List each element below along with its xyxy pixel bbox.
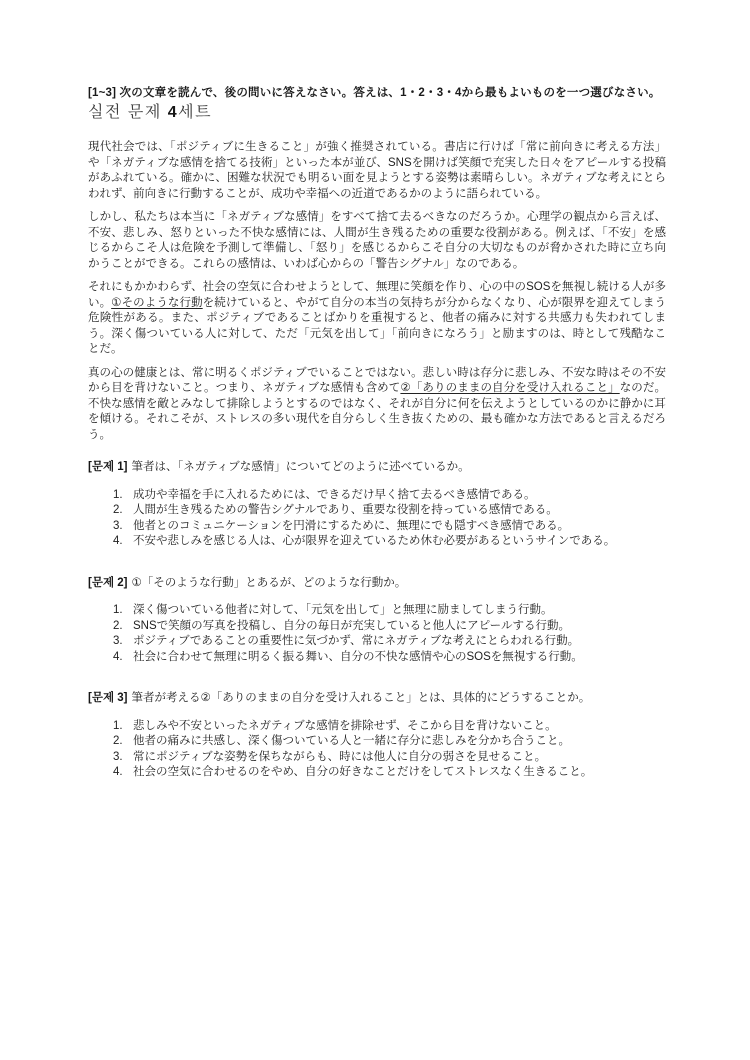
question-2-option-3 bbox=[113, 634, 666, 650]
question-1-option-4 bbox=[113, 534, 666, 550]
set-title bbox=[88, 103, 666, 123]
question-2-text: ①「そのような行動」とあるが、どのような行動か。 bbox=[131, 576, 407, 589]
option-number: 2. bbox=[113, 619, 123, 632]
question-3-text: 筆者が考える②「ありのままの自分を受け入れること」とは、具体的にどうすることか。 bbox=[131, 692, 591, 704]
underlined-phrase-2: ②「ありのままの自分を受け入れること」 bbox=[400, 382, 620, 394]
option-number: 2. bbox=[113, 504, 123, 516]
option-text: 深く傷ついている他者に対して、「元気を出して」と無理に励ましてしまう行動。 bbox=[133, 604, 553, 616]
section-instruction: [1~3] 次の文章を読んで、後の問いに答えなさい。答えは、1・2・3・4から最もよいものを一つ選びなさい。 bbox=[88, 87, 661, 99]
passage-paragraph-3 bbox=[88, 280, 666, 358]
paragraph-text: なのだ。不快な感情を敵とみなして排除しようとするのではなく、それが自分に何を伝えようとしているのかに静かに耳を傾ける。それこそが、ストレスの多い現代を自分らしく生き抜くための、最も確かな方法であると言えるだろう。 bbox=[88, 382, 667, 441]
option-text: 常にポジティブな姿勢を保ちながらも、時には他人に自分の弱さを見せること。 bbox=[133, 750, 547, 763]
underlined-phrase-1: ①そのような行動 bbox=[111, 296, 203, 309]
question-2-option-2 bbox=[113, 619, 666, 635]
question-1 bbox=[88, 460, 666, 550]
question-3-prompt bbox=[88, 691, 666, 707]
option-text: 人間が生き残るための警告シグナルであり、重要な役割を持っている感情である。 bbox=[133, 504, 558, 516]
paragraph-text: 真の心の健康とは、常に明るくポジティブでいることではない。悲しい時は存分に悲しみ、不安な時はその不安から目を背けないこと。つまり、ネガティブな感情も含めて bbox=[88, 366, 666, 394]
option-number: 3. bbox=[113, 519, 123, 532]
question-1-label: [문제 1] bbox=[88, 461, 128, 473]
option-text: 他者の痛みに共感し、深く傷ついている人と一緒に存分に悲しみを分かち合うこと。 bbox=[133, 735, 570, 747]
option-text: SNSで笑顔の写真を投稿し、自分の毎日が充実していると他人にアピールする行動。 bbox=[133, 619, 570, 632]
paragraph-text: しかし、私たちは本当に「ネガティブな感情」をすべて捨て去るべきなのだろうか。心理学の観点から言えば、不安、悲しみ、怒りといった不快な感情には、人間が生き残るための重要な役割がある。例えば、「不安」を感じるからこそ人は危険を予測して準備し、「怒り」を感じるからこそ自分の大切なものが脅かされた時に立ち向かうことができる。これらの感情は、いわば心からの「警告シグナル」なのである。 bbox=[88, 211, 666, 270]
option-number: 3. bbox=[113, 750, 123, 763]
question-2-options bbox=[88, 603, 666, 665]
question-1-option-3 bbox=[113, 519, 666, 535]
option-number: 4. bbox=[113, 535, 123, 547]
paragraph-text: それにもかかわらず、社会の空気に合わせようとして、無理に笑顔を作り、心の中のSOSを無視し続ける人が多い。 bbox=[88, 281, 666, 309]
question-1-prompt bbox=[88, 460, 666, 476]
question-3-options bbox=[88, 719, 666, 781]
question-3-option-4 bbox=[113, 765, 666, 781]
option-number: 3. bbox=[113, 635, 123, 647]
question-2-option-1 bbox=[113, 603, 666, 619]
set-title-number: 4 bbox=[167, 104, 179, 121]
option-text: ポジティブであることの重要性に気づかず、常にネガティブな考えにとらわれる行動。 bbox=[133, 635, 580, 647]
question-1-option-1 bbox=[113, 488, 666, 504]
passage-paragraph-1 bbox=[88, 140, 666, 202]
set-title-suffix: 세트 bbox=[178, 104, 213, 121]
option-number: 1. bbox=[113, 488, 123, 501]
option-text: 社会の空気に合わせるのをやめ、自分の好きなことだけをしてストレスなく生きること。 bbox=[133, 766, 593, 778]
question-1-option-2 bbox=[113, 503, 666, 519]
option-number: 1. bbox=[113, 719, 123, 732]
question-2-prompt bbox=[88, 576, 666, 592]
question-3-option-3 bbox=[113, 750, 666, 766]
option-number: 4. bbox=[113, 766, 123, 778]
set-title-prefix: 실전 문제 bbox=[88, 104, 168, 121]
question-2-label: [문제 2] bbox=[88, 576, 128, 589]
passage-paragraph-4 bbox=[88, 366, 666, 444]
option-text: 社会に合わせて無理に明るく振る舞い、自分の不快な感情や心のSOSを無視する行動。 bbox=[133, 650, 583, 663]
question-3-label: [문제 3] bbox=[88, 692, 128, 704]
question-2-option-4 bbox=[113, 650, 666, 666]
reading-passage bbox=[88, 140, 666, 443]
option-text: 他者とのコミュニケーションを円滑にするために、無理にでも隠すべき感情である。 bbox=[133, 519, 570, 532]
option-text: 悲しみや不安といったネガティブな感情を排除せず、そこから目を背けないこと。 bbox=[133, 719, 557, 732]
question-3-option-1 bbox=[113, 719, 666, 735]
question-3 bbox=[88, 691, 666, 781]
passage-paragraph-2 bbox=[88, 210, 666, 272]
option-number: 1. bbox=[113, 604, 123, 616]
question-3-option-2 bbox=[113, 734, 666, 750]
paragraph-text: を続けていると、やがて自分の本当の気持ちが分からなくなり、心が限界を迎えてしまう危険性がある。また、ポジティブであることばかりを重視すると、他者の痛みに対する共感力も失われてしまう。深く傷ついている人に対して、ただ「元気を出して」「前向きになろう」と励ますのは、時として残酷なことだ。 bbox=[88, 296, 666, 355]
option-number: 2. bbox=[113, 735, 123, 747]
question-1-text: 筆者は、「ネガティブな感情」についてどのように述べているか。 bbox=[131, 461, 470, 473]
paragraph-text: 現代社会では、「ポジティブに生きること」が強く推奨されている。書店に行けば「常に前向きに考える方法」や「ネガティブな感情を捨てる技術」といった本が並び、SNSを開けば笑顔で充実した日々をアピールする投稿があふれている。確かに、困難な状況でも明るい面を見ようとする姿勢は素晴らしい。ネガティブな考えにとらわれず、前向きに行動することが、成功や幸福への近道であるかのように語られている。 bbox=[88, 141, 666, 200]
option-text: 成功や幸福を手に入れるためには、できるだけ早く捨て去るべき感情である。 bbox=[133, 488, 536, 501]
question-1-options bbox=[88, 488, 666, 550]
option-number: 4. bbox=[113, 650, 123, 663]
document-content bbox=[88, 86, 666, 781]
option-text: 不安や悲しみを感じる人は、心が限界を迎えているため休む必要があるというサインである。 bbox=[133, 535, 616, 547]
question-2 bbox=[88, 576, 666, 666]
